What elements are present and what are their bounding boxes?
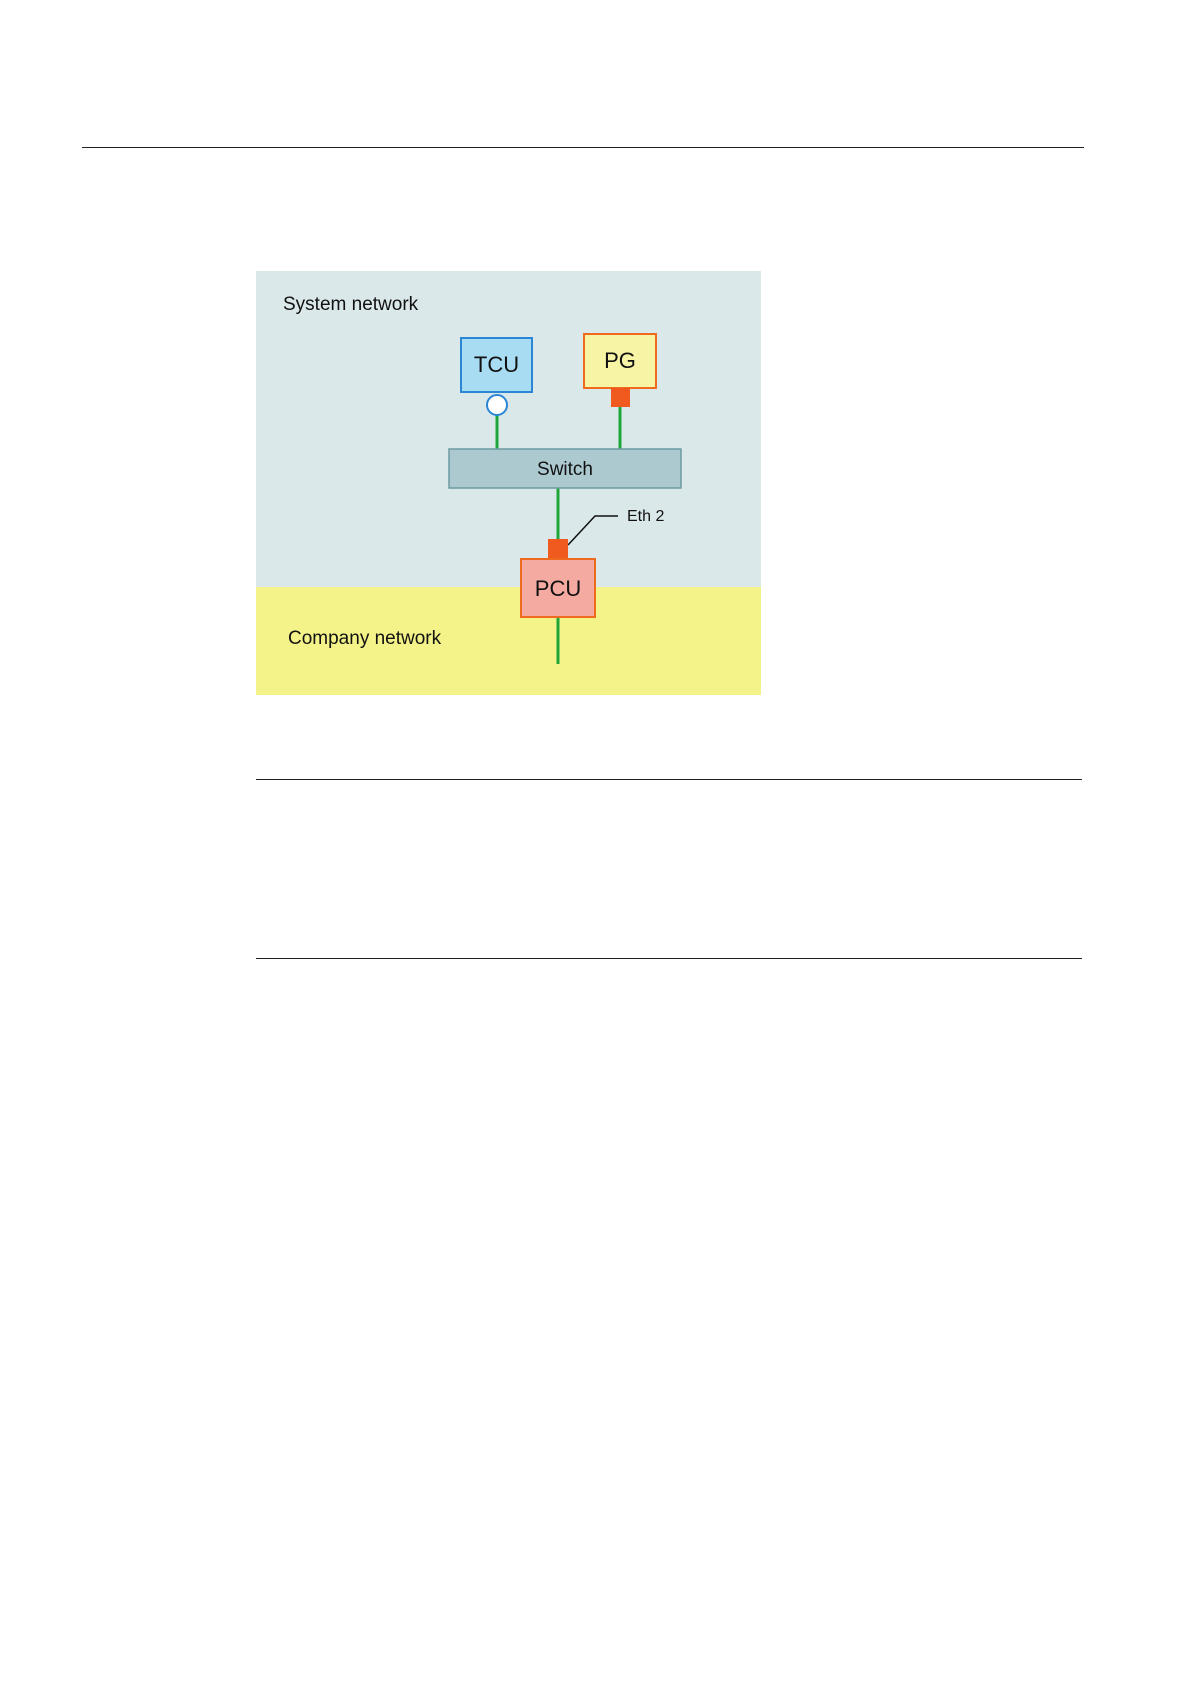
eth2-label: Eth 2 — [627, 508, 665, 525]
section-rule-bottom — [256, 958, 1082, 959]
pg-port-icon — [611, 388, 630, 407]
tcu-port-icon — [487, 395, 507, 415]
pcu-label: PCU — [534, 576, 582, 601]
system-network-zone — [256, 271, 761, 587]
tcu-label: TCU — [473, 352, 520, 377]
network-diagram — [256, 271, 761, 695]
pcu-port-icon — [548, 539, 568, 559]
section-rule-top — [256, 779, 1082, 780]
pg-label: PG — [604, 348, 636, 373]
system-network-label: System network — [283, 294, 419, 315]
header-rule — [82, 147, 1084, 148]
switch-node — [449, 449, 681, 488]
company-network-label: Company network — [288, 628, 442, 649]
switch-label: Switch — [537, 459, 593, 480]
